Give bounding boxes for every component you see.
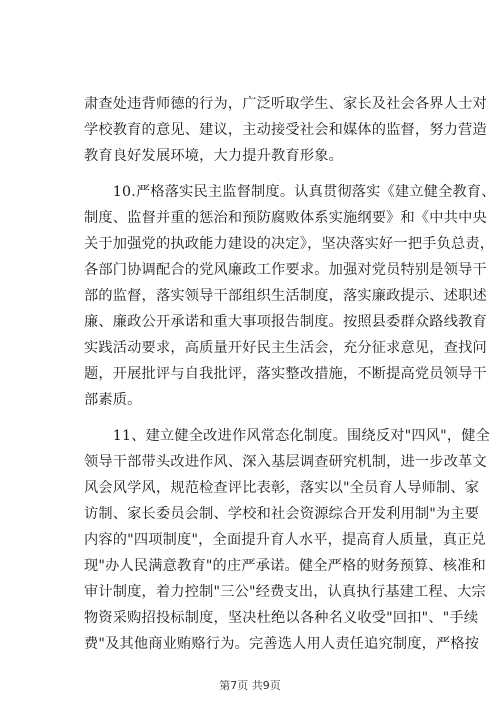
text-line: 11、建立健全改进作风常态化制度。围绕反对"四风"，健全 (84, 428, 490, 444)
text-line: 部的监督，落实领导干部组织生活制度，落实廉政提示、述职述 (84, 288, 487, 304)
text-line: 风会风学风，规范检查评比表彰，落实以"全员育人导师制、家 (84, 480, 480, 496)
text-line: 物资采购招投标制度，坚决杜绝以各种名义收受"回扣"、"手续 (84, 610, 479, 626)
text-line: 审计制度，着力控制"三公"经费支出，认真执行基建工程、大宗 (84, 584, 486, 600)
text-line: 教育良好发展环境，大力提升教育形象。 (84, 148, 343, 164)
paragraph-gap (84, 413, 424, 423)
text-line: 各部门协调配合的党风廉政工作要求。加强对党员特别是领导干 (84, 262, 487, 278)
text-line: 肃查处违背师德的行为，广泛听取学生、家长及社会各界人士对 (84, 96, 487, 112)
text-line: 制度、监督并重的惩治和预防腐败体系实施纲要》和《中共中央 (84, 210, 487, 226)
text-line: 学校教育的意见、建议，主动接受社会和媒体的监督，努力营造 (84, 122, 487, 138)
paragraph-1 (84, 91, 487, 169)
paragraph-2 (84, 179, 496, 413)
paragraph-gap (84, 169, 424, 179)
page-footer: 第7页 共9页 (219, 679, 281, 692)
text-line: 廉、廉政公开承诺和重大事项报告制度。按照县委群众路线教育 (84, 314, 487, 330)
text-line: 现"办人民满意教育"的庄严承诺。健全严格的财务预算、核准和 (84, 558, 486, 574)
text-line: 领导干部带头改进作风、深入基层调查研究机制，进一步改革文 (84, 454, 487, 470)
text-line: 费"及其他商业贿赂行为。完善选人用人责任追究制度，严格按 (84, 636, 480, 652)
text-line: 10.严格落实民主监督制度。认真贯彻落实《建立健全教育、 (84, 184, 496, 200)
text-line: 内容的"四项制度"，全面提升育人水平，提高育人质量，真正兑 (84, 532, 486, 548)
text-line: 题，开展批评与自我批评，落实整改措施，不断提高党员领导干 (84, 366, 487, 382)
text-line: 实践活动要求，高质量开好民主生活会，充分征求意见，查找问 (84, 340, 487, 356)
document-body (84, 91, 496, 657)
paragraph-3 (84, 423, 490, 657)
text-line: 部素质。 (84, 392, 142, 408)
text-line: 关于加强党的执政能力建设的决定》，坚决落实好一把手负总责， (84, 236, 495, 252)
text-line: 访制、家长委员会制、学校和社会资源综合开发利用制"为主要 (84, 506, 480, 522)
